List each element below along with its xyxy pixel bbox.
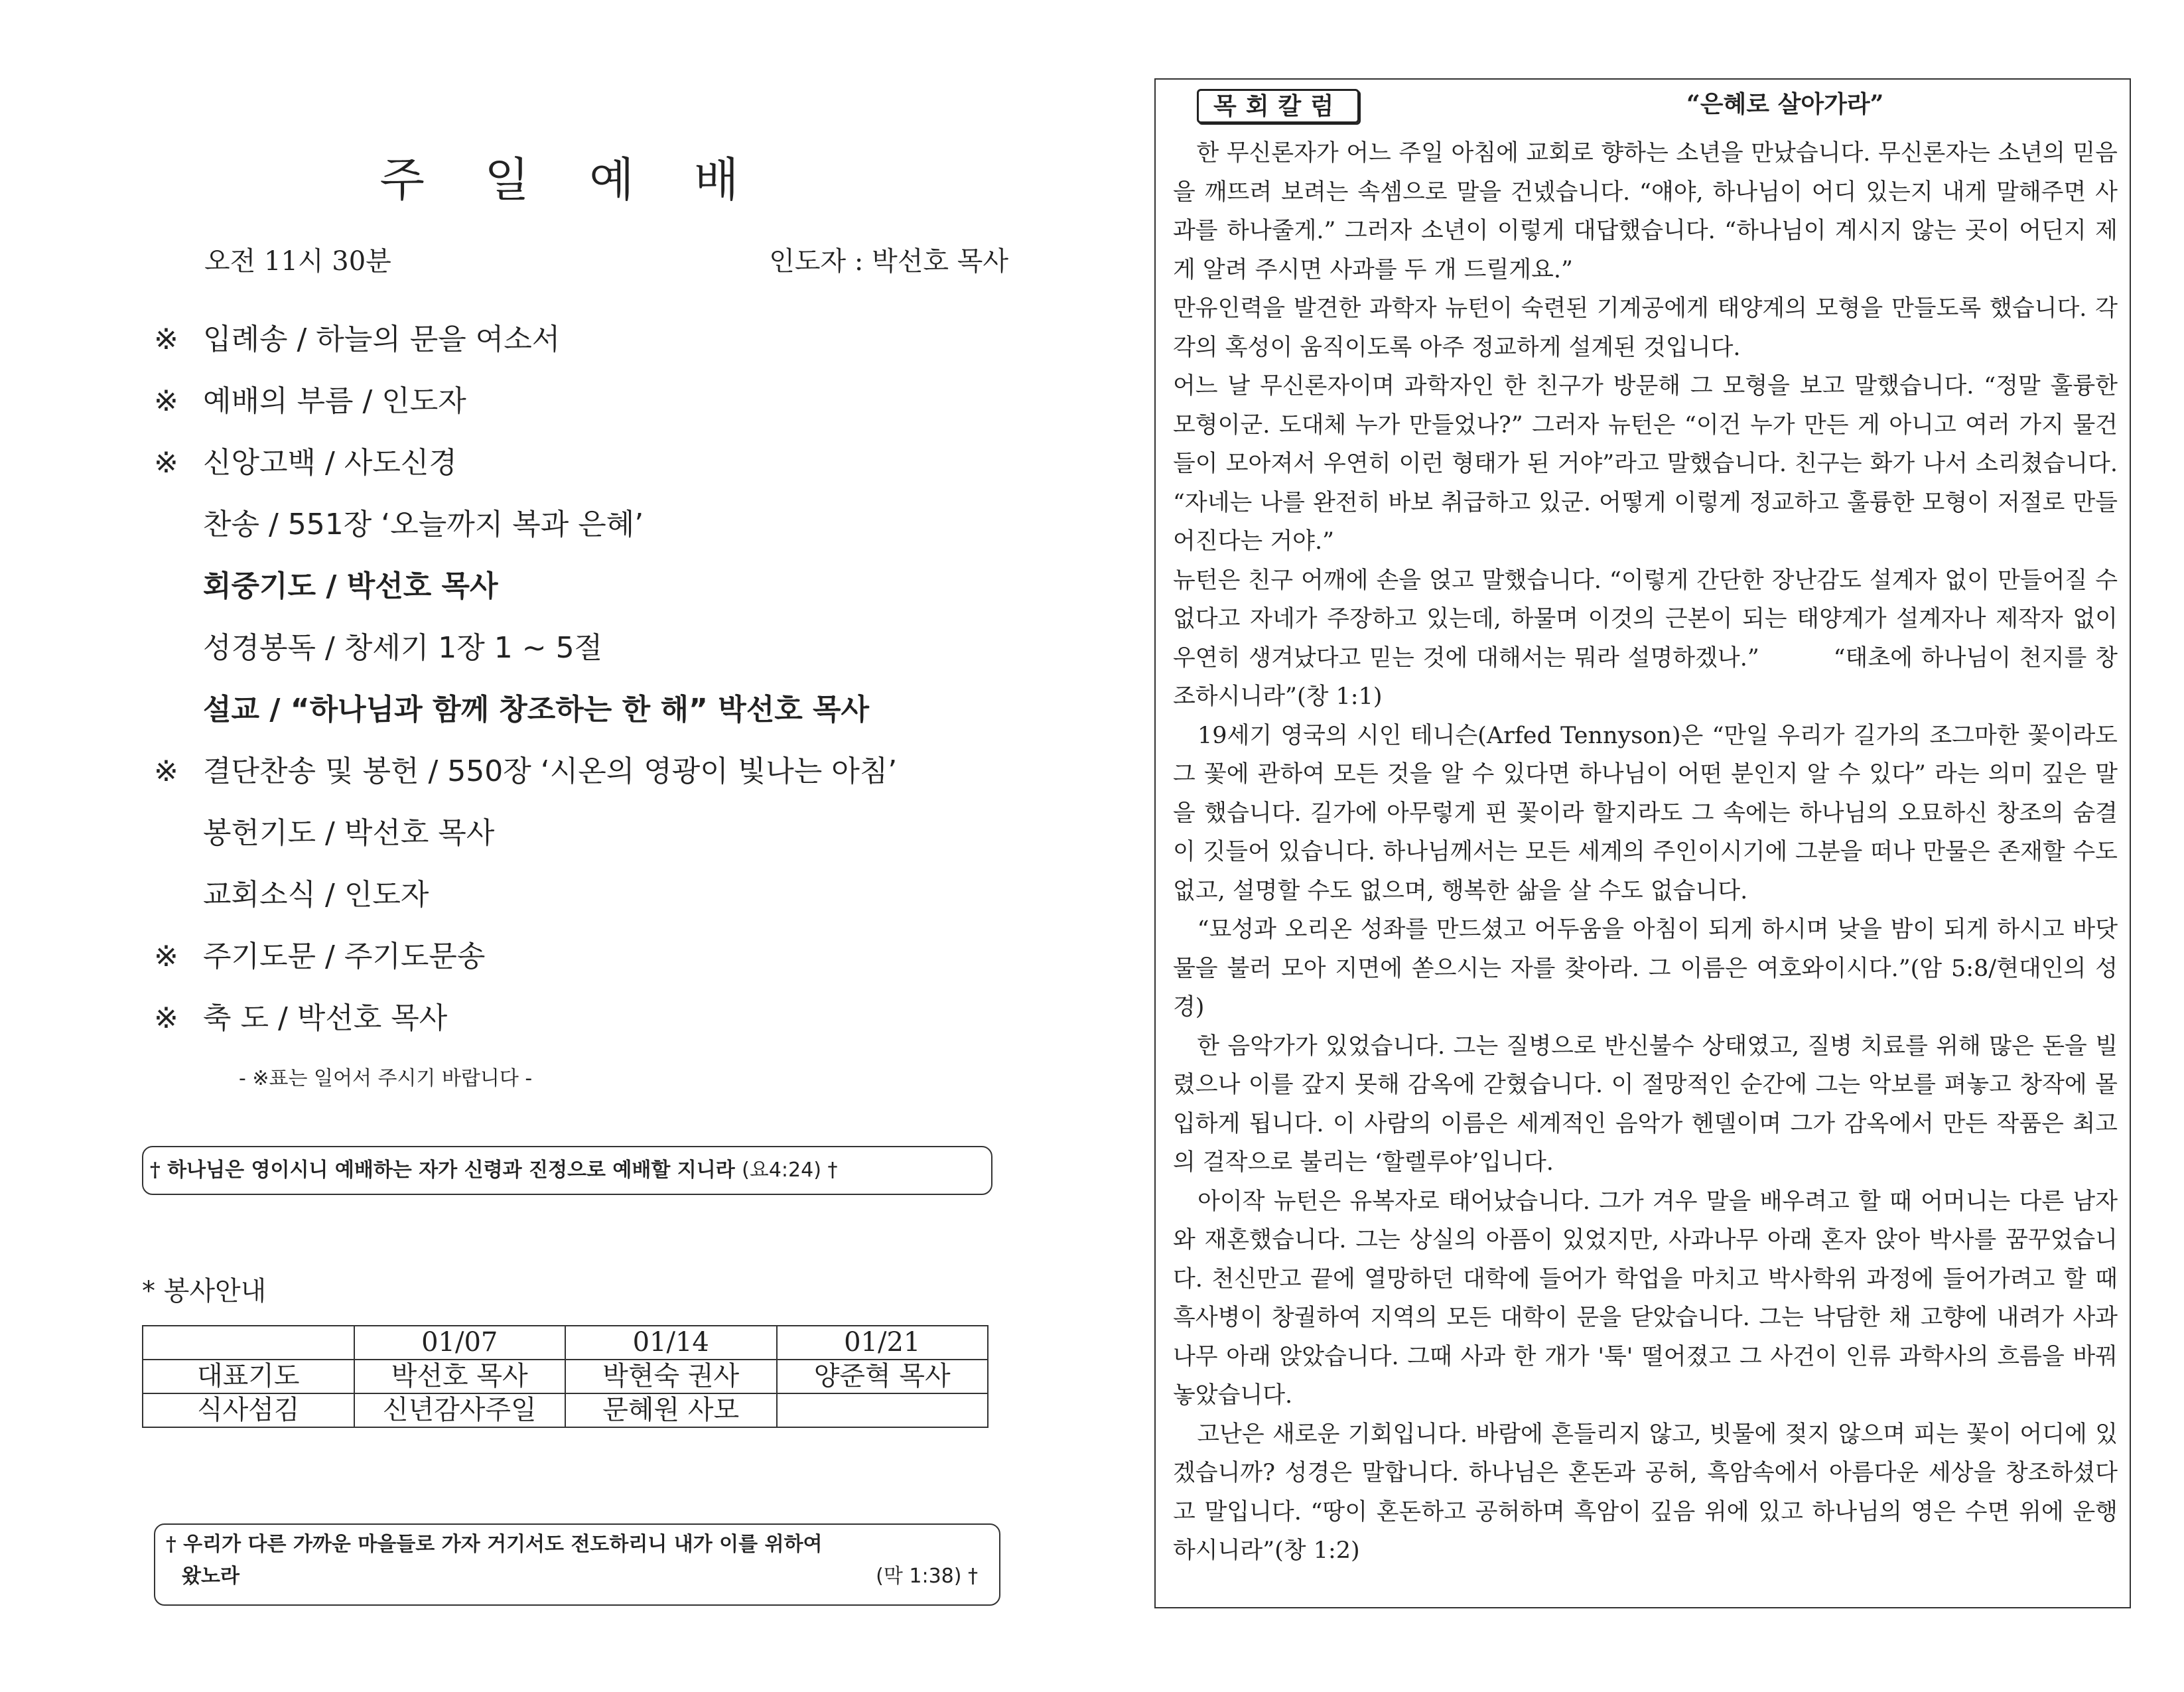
column-paragraph: 고난은 새로운 기회입니다. 바람에 흔들리지 않고, 빗물에 젖지 않으며 피는 꽃이 어디에 있겠습니까? 성경은 말합니다. 하나님은 혼돈과 공허, 흑암속에서 아름다운 세상을 창조하셨다고 말입니다. “땅이 혼돈하고 공허하며 흑암이 깊음 위에 있고 하나님의 영은 수면 위에 운행하시니라”(창 1:2) [1173,1421,2118,1564]
order-item [154,498,897,560]
table-cell [143,1326,354,1360]
standing-mark: ※ [154,940,178,973]
standing-mark: ※ [154,1001,178,1035]
column-label: 목회칼럼 [1197,89,1359,123]
column-title: “은혜로 살아가라” [1686,90,1884,118]
stand-note: - ※표는 일어서 주시기 바랍니다 - [239,1067,533,1090]
worship-page [133,0,1008,1692]
order-item-text: 성경봉독 / 창세기 1장 1 ~ 5절 [203,631,603,665]
service-table [142,1325,989,1428]
order-item-text: 예배의 부름 / 인도자 [203,384,466,418]
order-item-text: 주기도문 / 주기도문송 [203,940,486,973]
verse-line-2 [166,1561,989,1592]
order-item-text: 교회소식 / 인도자 [203,878,429,912]
table-cell [777,1393,989,1427]
order-item [154,745,897,807]
table-cell: 01/14 [565,1326,777,1360]
order-item [154,807,897,869]
order-item-text: 찬송 / 551장 ‘오늘까지 복과 은혜’ [203,508,644,541]
worship-leader: 인도자 : 박선호 목사 [769,246,1008,277]
column-paragraph: 19세기 영국의 시인 테니슨(Arfed Tennyson)은 “만일 우리가 길가의 조그마한 꽃이라도 그 꽃에 관하여 모든 것을 알 수 있다면 하나님이 어떤 분인지 알 수 있다” 라는 의미 깊은 말을 했습니다. 길가에 아무렇게 핀 꽃이라 할지라도 그 속에는 하나님의 오묘하신 창조의 숨결이 깃들어 있습니다. 하나님께서는 모든 세계의 주인이시기에 그분을 떠나 만물은 존재할 수도 없고, 설명할 수도 없으며, 행복한 삶을 살 수도 없습니다. [1173,722,2118,904]
order-item-text: 결단찬송 및 봉헌 / 550장 ‘시온의 영광이 빛나는 아침’ [203,754,898,788]
column-paragraph: 어느 날 무신론자이며 과학자인 한 친구가 방문해 그 모형을 보고 말했습니다. “정말 훌륭한 모형이군. 도대체 누가 만들었나?” 그러자 뉴턴은 “이건 누가 만든 게 아니고 여러 가지 물건들이 모아져서 우연히 이런 형태가 된 거야”라고 말했습니다. 친구는 화가 나서 소리쳤습니다. “자네는 나를 완전히 바보 취급하고 있군. 어떻게 이렇게 정교하고 훌륭한 모형이 저절로 만들어진다는 거야.” [1173,373,2118,555]
order-item-text: 봉헌기도 / 박선호 목사 [203,816,495,850]
column-paragraph: 아이작 뉴턴은 유복자로 태어났습니다. 그가 겨우 말을 배우려고 할 때 어머니는 다른 남자와 재혼했습니다. 그는 상실의 아픔이 있었지만, 사과나무 아래 혼자 앉아 박사를 꿈꾸었습니다. 천신만고 끝에 열망하던 대학에 들어가 학업을 마치고 박사학위 과정에 들어가려고 할 때 흑사병이 창궐하여 지역의 모든 대학이 문을 닫았습니다. 그는 낙담한 채 고향에 내려가 사과나무 아래 앉았습니다. 그때 사과 한 개가 '툭' 떨어졌고 그 사건이 인류 과학사의 흐름을 바꿔 놓았습니다. [1173,1188,2118,1409]
column-body [1173,134,2118,1571]
column-paragraph: 만유인력을 발견한 과학자 뉴턴이 숙련된 기계공에게 태양계의 모형을 만들도록 했습니다. 각각의 혹성이 움직이도록 아주 정교하게 설계된 것입니다. [1173,295,2118,361]
order-item [154,683,897,745]
table-row [143,1393,988,1427]
table-cell: 01/07 [354,1326,566,1360]
column-paragraph: 뉴턴은 친구 어깨에 손을 얹고 말했습니다. “이렇게 간단한 장난감도 설계자 없이 만들어질 수 없다고 자네가 주장하고 있는데, 하물며 이것의 근본이 되는 태양계가 설계자나 제작자 없이 우연히 생겨났다고 믿는 것에 대해서는 뭐라 설명하겠나.” “태초에 하나님이 천지를 창조하시니라”(창 1:1) [1173,567,2118,710]
order-item [154,622,897,683]
table-cell: 식사섬김 [143,1393,354,1427]
table-cell: 대표기도 [143,1360,354,1393]
order-item [154,313,897,375]
order-item [154,560,897,622]
order-item [154,869,897,930]
standing-mark: ※ [154,322,178,356]
table-cell: 01/21 [777,1326,989,1360]
order-item [154,437,897,498]
column-paragraph: “묘성과 오리온 성좌를 만드셨고 어두움을 아침이 되게 하시며 낮을 밤이 되게 하시고 바닷물을 불러 모아 지면에 쏟으시는 자를 찾아라. 그 이름은 여호와이시다.”(암 5:8/현대인의 성경) [1173,916,2118,1021]
standing-mark: ※ [154,384,178,418]
table-cell: 양준혁 목사 [777,1360,989,1393]
order-item-text: 신앙고백 / 사도신경 [203,446,457,480]
verse-ref: (요4:24) † [742,1159,838,1182]
standing-mark: ※ [154,446,178,480]
table-cell: 박현숙 권사 [565,1360,777,1393]
service-title: * 봉사안내 [142,1276,267,1306]
verse-line-2-text: 왔노라 [182,1565,239,1588]
verse-line-1: † 우리가 다른 가까운 마을들로 가자 거기서도 전도하리니 내가 이를 위하여 [166,1533,823,1556]
order-item [154,930,897,992]
pastor-column [1154,78,2131,1608]
table-cell: 신년감사주일 [354,1393,566,1427]
worship-time: 오전 11시 30분 [204,246,391,277]
verse-box-mark [154,1523,1000,1606]
worship-order-list [154,313,897,1054]
column-paragraph: 한 무신론자가 어느 주일 아침에 교회로 향하는 소년을 만났습니다. 무신론자는 소년의 믿음을 깨뜨려 보려는 속셈으로 말을 건넸습니다. “얘야, 하나님이 어디 있는지 내게 말해주면 사과를 하나줄게.” 그러자 소년이 이렇게 대답했습니다. “하나님이 계시지 않는 곳이 어딘지 제게 알려 주시면 사과를 두 개 드릴게요.” [1173,140,2118,283]
table-row [143,1360,988,1393]
order-item-text: 입례송 / 하늘의 문을 여소서 [203,322,561,356]
order-item-text: 설교 / “하나님과 함께 창조하는 한 해” 박선호 목사 [203,693,870,727]
table-cell: 문혜원 사모 [565,1393,777,1427]
order-item [154,992,897,1054]
verse-ref: (막 1:38) † [876,1565,978,1588]
verse-text: † 하나님은 영이시니 예배하는 자가 신령과 진정으로 예배할 지니라 [150,1159,735,1182]
order-item-text: 회중기도 / 박선호 목사 [203,569,498,603]
column-paragraph: 한 음악가가 있었습니다. 그는 질병으로 반신불수 상태였고, 질병 치료를 위해 많은 돈을 빌렸으나 이를 갚지 못해 감옥에 갇혔습니다. 이 절망적인 순간에 그는 악보를 펴놓고 창작에 몰입하게 됩니다. 이 사람의 이름은 세계적인 음악가 헨델이며 그가 감옥에서 만든 작품은 최고의 걸작으로 불리는 ‘할렐루야’입니다. [1173,1032,2118,1176]
worship-title: 주 일 예 배 [379,153,762,207]
standing-mark: ※ [154,754,178,788]
verse-box-john [142,1146,992,1195]
table-cell: 박선호 목사 [354,1360,566,1393]
table-row [143,1326,988,1360]
order-item-text: 축 도 / 박선호 목사 [203,1001,448,1035]
order-item [154,375,897,437]
